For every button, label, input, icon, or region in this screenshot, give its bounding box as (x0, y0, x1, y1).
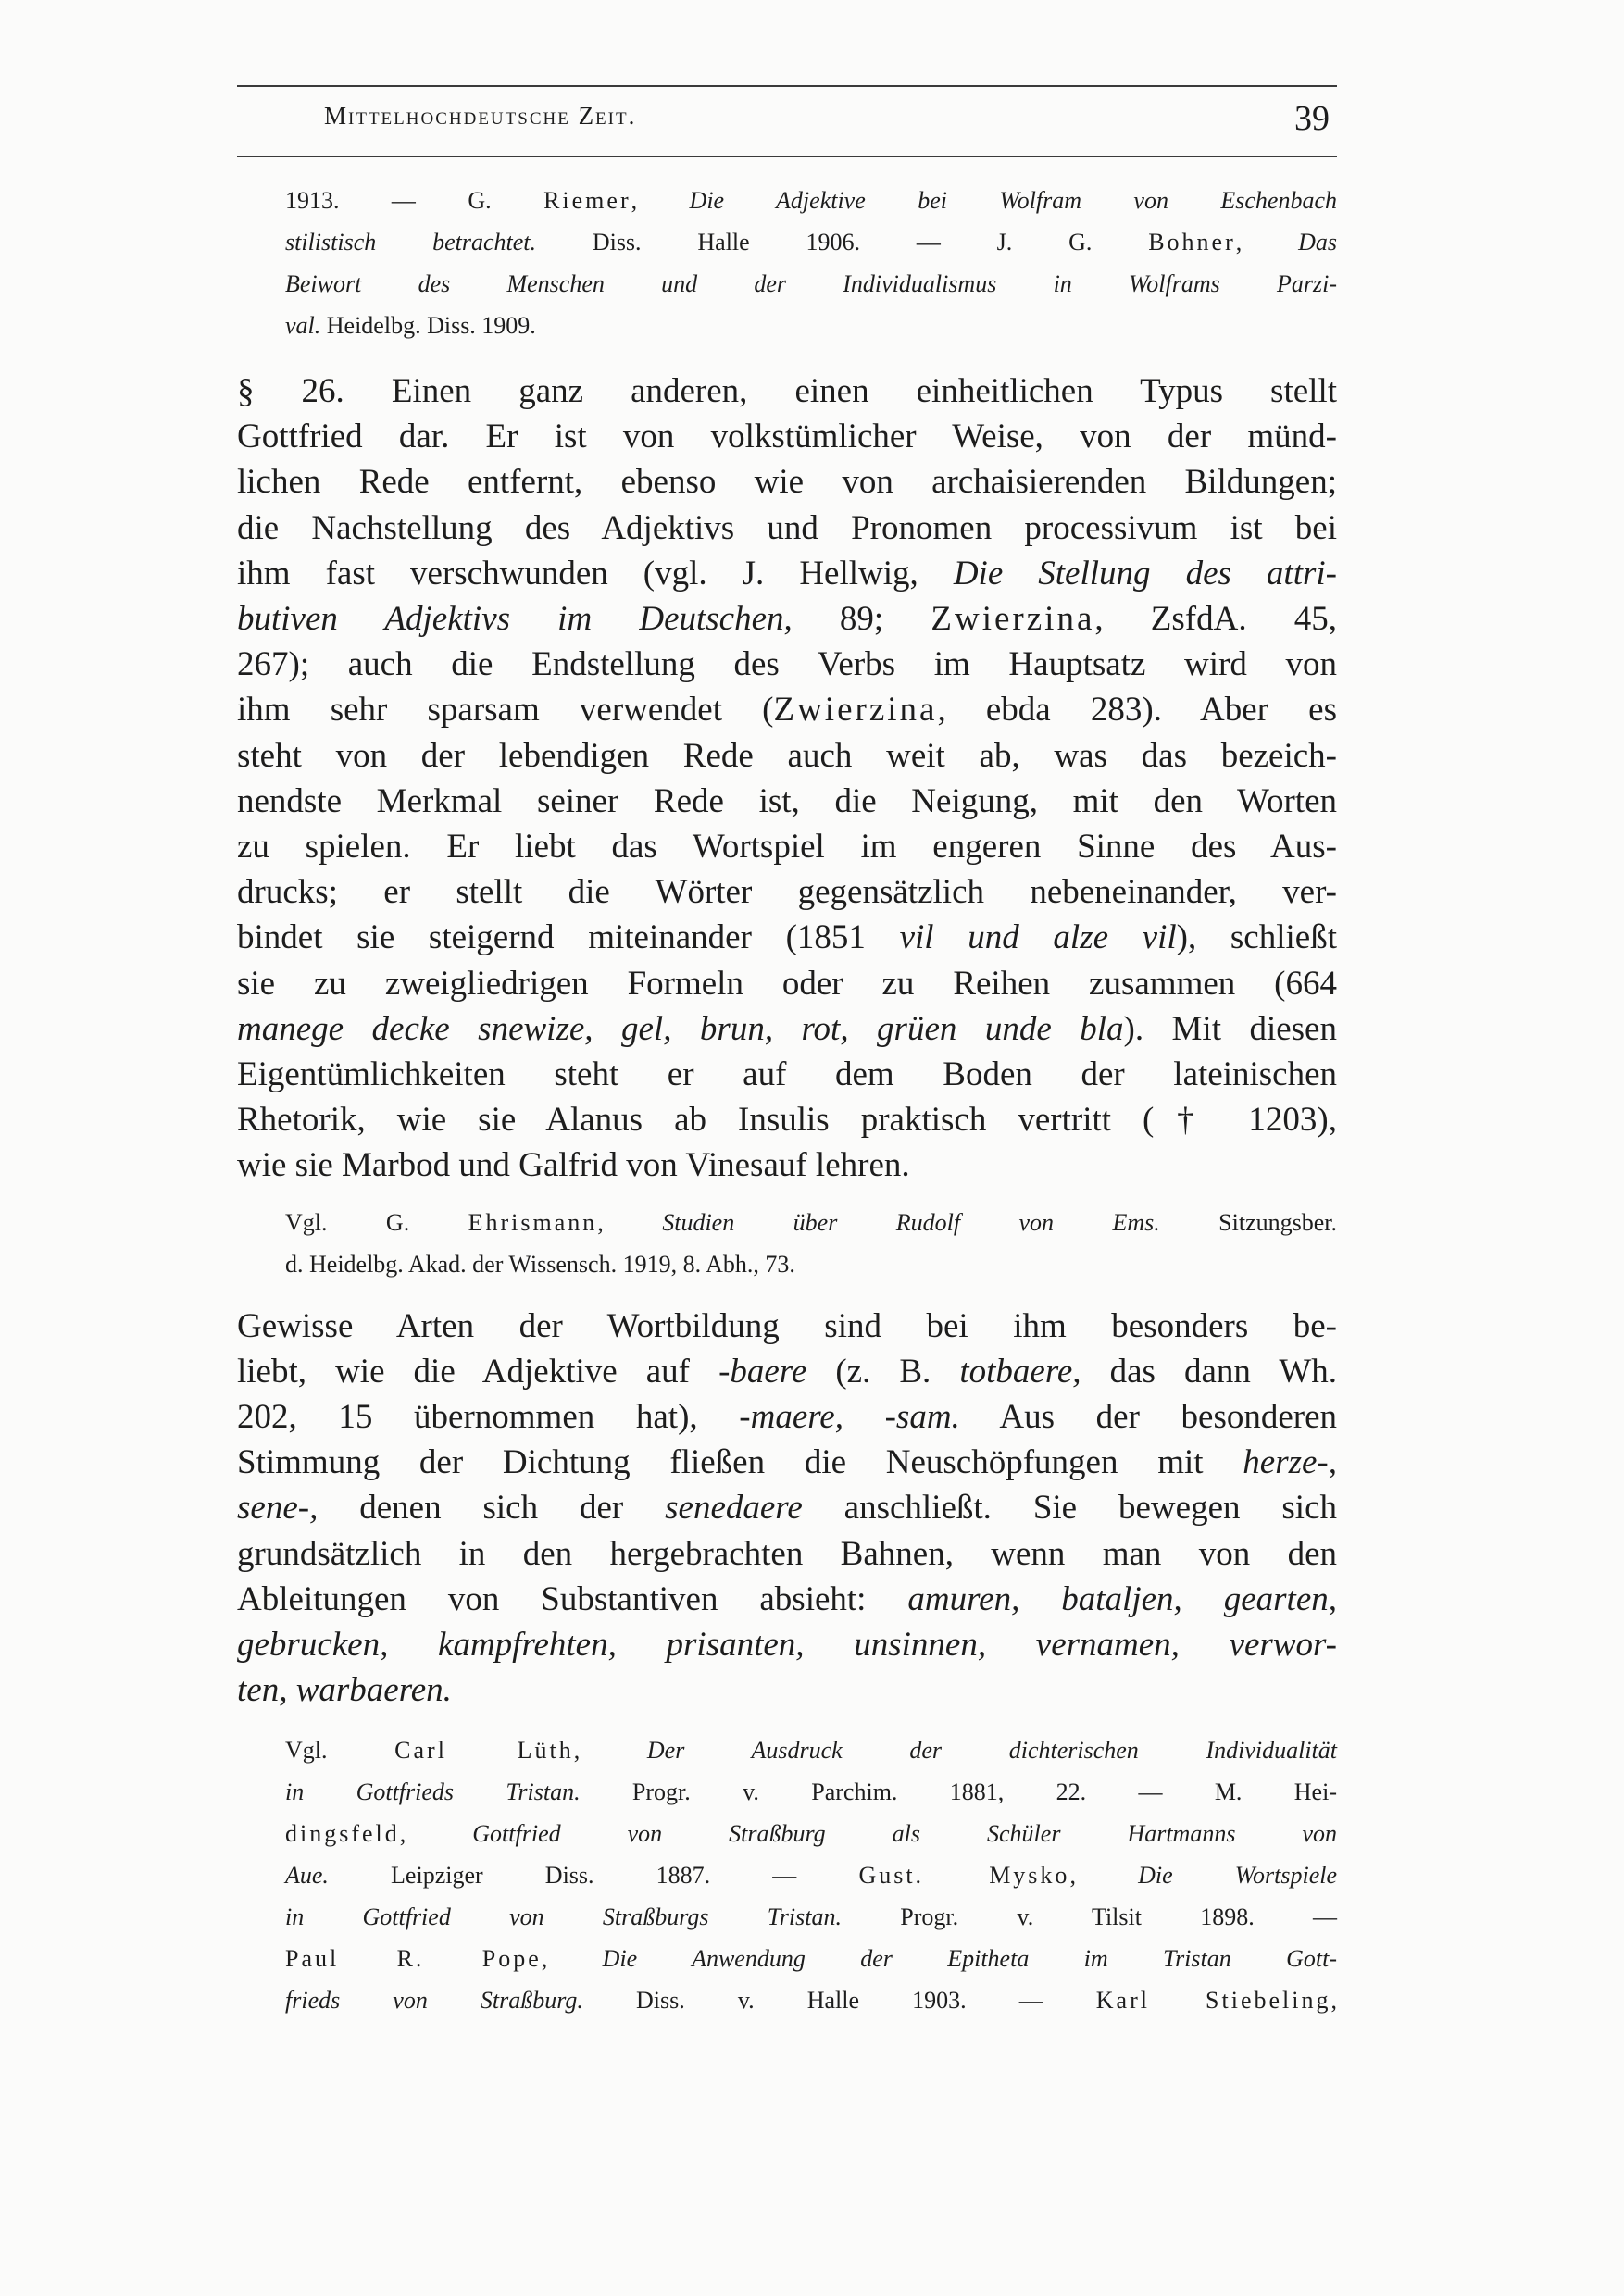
text-line: Gottfried dar. Er ist von volkstümlicher Weise, von der münd- (237, 418, 1337, 456)
note-line: stilistisch betrachtet. Diss. Halle 1906. — J. G. Bohner, Das (285, 229, 1337, 256)
note-line: frieds von Straßburg. Diss. v. Halle 1903. — Karl Stiebeling, (285, 1987, 1337, 2015)
book-page (237, 85, 1337, 2021)
paragraph-word-formation (237, 1304, 1337, 1714)
note-line: val. Heidelbg. Diss. 1909. (285, 312, 536, 339)
text-line: sie zu zweigliedrigen Formeln oder zu Reihen zusammen (664 (237, 964, 1337, 1003)
text-line: lichen Rede entfernt, ebenso wie von archaisierenden Bildungen; (237, 463, 1337, 502)
note-line: d. Heidelbg. Akad. der Wissensch. 1919, 8. Abh., 73. (285, 1250, 795, 1278)
text-line: gebrucken, kampfrehten, prisanten, unsinnen, vernamen, verwor- (237, 1626, 1337, 1665)
text-line: liebt, wie die Adjektive auf -baere (z. B. totbaere, das dann Wh. (237, 1352, 1337, 1391)
note-line: in Gottfried von Straßburgs Tristan. Progr. v. Tilsit 1898. — (285, 1903, 1338, 1931)
bibliography-note-2 (237, 1202, 1337, 1285)
text-line: die Nachstellung des Adjektivs und Pronomen processivum ist bei (237, 508, 1337, 547)
bibliography-note-1 (237, 180, 1337, 346)
text-line: Stimmung der Dichtung fließen die Neuschöpfungen mit herze-, (237, 1443, 1337, 1482)
text-line: sene-, denen sich der senedaere anschließt. Sie bewegen sich (237, 1489, 1337, 1528)
note-line: Vgl. G. Ehrismann, Studien über Rudolf von Ems. Sitzungsber. (285, 1208, 1338, 1236)
text-line: Eigentümlichkeiten steht er auf dem Boden der lateinischen (237, 1055, 1337, 1094)
text-line: manege decke snewize, gel, brun, rot, grüen unde bla). Mit diesen (237, 1009, 1337, 1048)
text-line: Rhetorik, wie sie Alanus ab Insulis praktisch vertritt († 1203), (237, 1101, 1337, 1140)
text-line: drucks; er stellt die Wörter gegensätzlich nebeneinander, ver- (237, 873, 1337, 912)
note-line: Aue. Leipziger Diss. 1887. — Gust. Mysko, Die Wortspiele (285, 1862, 1338, 1890)
text-line: wie sie Marbod und Galfrid von Vinesauf lehren. (237, 1146, 910, 1185)
note-line: Paul R. Pope, Die Anwendung der Epitheta im Tristan Gott- (285, 1945, 1337, 1973)
text-line: nendste Merkmal seiner Rede ist, die Neigung, mit den Worten (237, 781, 1337, 820)
text-line: ten, warbaeren. (237, 1671, 452, 1710)
text-line: Ableitungen von Substantiven absieht: amuren, bataljen, gearten, (237, 1579, 1337, 1618)
paragraph-section-26 (237, 368, 1337, 1189)
note-line: in Gottfrieds Tristan. Progr. v. Parchim. 1881, 22. — M. Hei- (285, 1778, 1337, 1806)
text-line: ihm sehr sparsam verwendet (Zwierzina, ebda 283). Aber es (237, 691, 1337, 730)
text-line: 267); auch die Endstellung des Verbs im Hauptsatz wird von (237, 645, 1337, 684)
text-line: § 26. Einen ganz anderen, einen einheitlichen Typus stellt (237, 372, 1337, 410)
note-line: Beiwort des Menschen und der Individualismus in Wolframs Parzi- (285, 270, 1337, 297)
text-line: Gewisse Arten der Wortbildung sind bei ihm besonders be- (237, 1306, 1337, 1345)
text-line: bindet sie steigernd miteinander (1851 vil und alze vil), schließt (237, 918, 1337, 957)
page-number: 39 (1294, 99, 1330, 138)
text-line: zu spielen. Er liebt das Wortspiel im engeren Sinne des Aus- (237, 828, 1337, 867)
bibliography-note-3 (237, 1729, 1337, 2021)
running-title: Mittelhochdeutsche Zeit. (324, 102, 637, 130)
running-header (237, 85, 1337, 157)
note-line: Vgl. Carl Lüth, Der Ausdruck der dichterischen Individualität (285, 1737, 1337, 1765)
text-line: ihm fast verschwunden (vgl. J. Hellwig, Die Stellung des attri- (237, 554, 1337, 593)
text-line: butiven Adjektivs im Deutschen, 89; Zwierzina, ZsfdA. 45, (237, 600, 1338, 639)
note-line: 1913. — G. Riemer, Die Adjektive bei Wolfram von Eschenbach (285, 187, 1338, 214)
text-line: grundsätzlich in den hergebrachten Bahnen, wenn man von den (237, 1534, 1337, 1573)
note-line: dingsfeld, Gottfried von Straßburg als Schüler Hartmanns von (285, 1820, 1338, 1848)
text-line: 202, 15 übernommen hat), -maere, -sam. Aus der besonderen (237, 1398, 1338, 1437)
text-line: steht von der lebendigen Rede auch weit ab, was das bezeich- (237, 736, 1337, 775)
